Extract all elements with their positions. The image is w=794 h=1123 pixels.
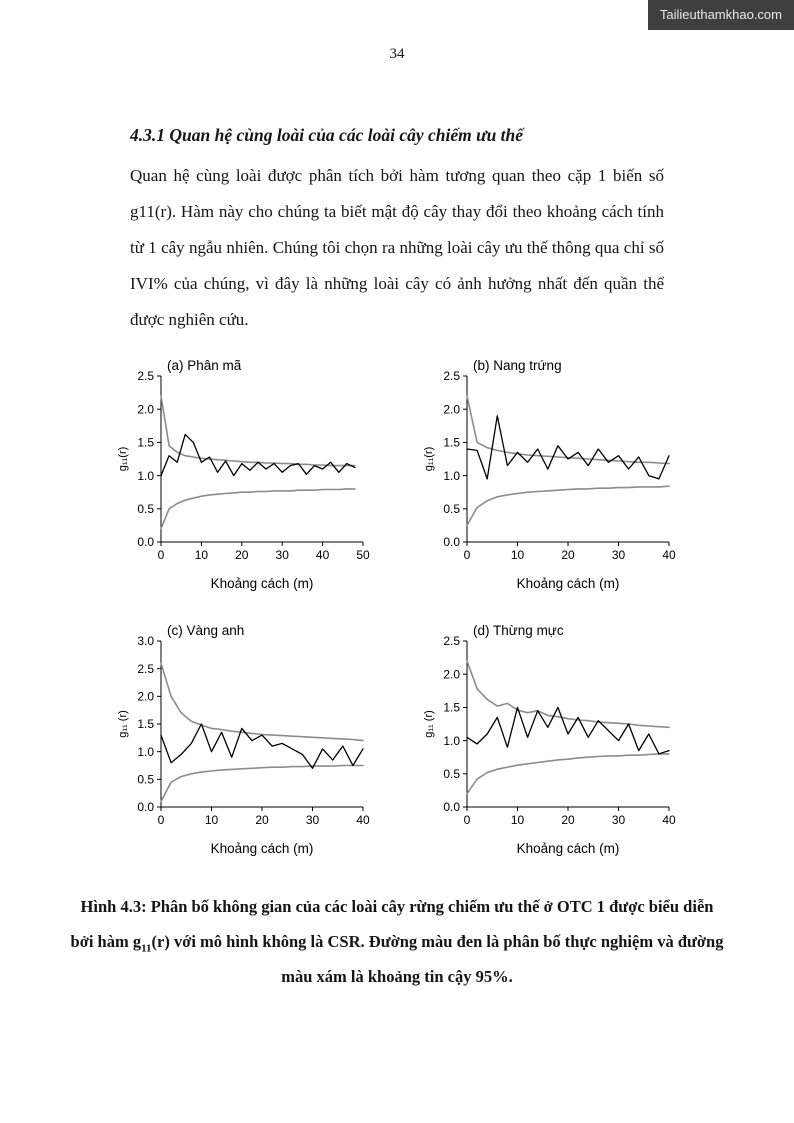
chart-panel-a bbox=[115, 358, 373, 599]
svg-text:1.5: 1.5 bbox=[137, 717, 154, 732]
svg-text:40: 40 bbox=[662, 813, 676, 828]
svg-text:40: 40 bbox=[315, 548, 330, 563]
svg-text:30: 30 bbox=[611, 813, 626, 828]
svg-text:(b) Nang trứng: (b) Nang trứng bbox=[473, 358, 562, 374]
svg-text:30: 30 bbox=[305, 813, 320, 828]
svg-text:30: 30 bbox=[611, 548, 626, 563]
svg-text:1.0: 1.0 bbox=[443, 468, 460, 483]
svg-text:0.0: 0.0 bbox=[443, 800, 460, 815]
svg-text:20: 20 bbox=[235, 548, 249, 563]
svg-text:0.0: 0.0 bbox=[137, 800, 154, 815]
chart-c-plot bbox=[115, 623, 373, 859]
svg-text:10: 10 bbox=[510, 813, 525, 828]
svg-text:20: 20 bbox=[255, 813, 269, 828]
svg-text:2.5: 2.5 bbox=[443, 369, 460, 384]
svg-text:Khoảng cách (m): Khoảng cách (m) bbox=[516, 576, 620, 592]
svg-text:1.5: 1.5 bbox=[137, 435, 154, 450]
svg-text:0.5: 0.5 bbox=[443, 767, 460, 782]
svg-text:0.0: 0.0 bbox=[137, 535, 154, 550]
svg-text:2.5: 2.5 bbox=[443, 634, 460, 649]
svg-text:1.5: 1.5 bbox=[443, 435, 460, 450]
svg-text:g₁₁(r): g₁₁(r) bbox=[423, 446, 435, 472]
svg-text:1.0: 1.0 bbox=[443, 733, 460, 748]
svg-text:10: 10 bbox=[194, 548, 209, 563]
page-content bbox=[130, 125, 664, 338]
svg-text:Khoảng cách (m): Khoảng cách (m) bbox=[210, 841, 314, 857]
svg-text:g₁₁(r): g₁₁(r) bbox=[117, 446, 129, 472]
svg-text:2.0: 2.0 bbox=[443, 667, 460, 682]
svg-text:0: 0 bbox=[463, 813, 471, 828]
svg-text:g₁₁ (r): g₁₁ (r) bbox=[117, 710, 129, 738]
svg-text:30: 30 bbox=[275, 548, 289, 563]
svg-text:1.5: 1.5 bbox=[443, 700, 460, 715]
svg-text:3.0: 3.0 bbox=[137, 634, 154, 649]
svg-text:20: 20 bbox=[561, 548, 575, 563]
figure-caption bbox=[70, 890, 724, 995]
svg-text:g₁₁ (r): g₁₁ (r) bbox=[423, 710, 435, 738]
chart-panel-d bbox=[421, 623, 679, 864]
caption-subscript: 11 bbox=[141, 942, 152, 955]
svg-text:0.5: 0.5 bbox=[443, 502, 460, 517]
svg-text:10: 10 bbox=[510, 548, 525, 563]
svg-text:1.0: 1.0 bbox=[137, 745, 154, 760]
watermark: Tailieuthamkhao.com bbox=[648, 0, 794, 30]
chart-b-plot bbox=[421, 358, 679, 594]
chart-a-plot bbox=[115, 358, 373, 594]
figure-grid bbox=[111, 358, 683, 864]
svg-text:2.0: 2.0 bbox=[137, 689, 154, 704]
svg-text:0.0: 0.0 bbox=[443, 535, 460, 550]
svg-text:(d) Thừng mực: (d) Thừng mực bbox=[473, 623, 564, 639]
svg-text:50: 50 bbox=[356, 548, 370, 563]
svg-text:0: 0 bbox=[157, 548, 165, 563]
svg-text:40: 40 bbox=[356, 813, 370, 828]
svg-text:2.5: 2.5 bbox=[137, 369, 154, 384]
svg-text:2.0: 2.0 bbox=[137, 402, 154, 417]
chart-panel-c bbox=[115, 623, 373, 864]
section-heading: 4.3.1 Quan hệ cùng loài của các loài cây chiếm ưu thế bbox=[130, 125, 524, 145]
caption-text-2: (r) với mô hình không là CSR. Đường màu đen là phân bố thực nghiệm và đường màu xám là khoảng tin cậy 95%. bbox=[151, 931, 724, 987]
svg-text:0.5: 0.5 bbox=[137, 502, 154, 517]
svg-text:2.0: 2.0 bbox=[443, 402, 460, 417]
caption-label: Hình 4.3 bbox=[80, 897, 142, 917]
page-number: 34 bbox=[389, 46, 405, 62]
svg-text:0: 0 bbox=[157, 813, 165, 828]
svg-text:(a) Phân mã: (a) Phân mã bbox=[167, 358, 242, 374]
svg-text:(c) Vàng anh: (c) Vàng anh bbox=[167, 623, 245, 639]
chart-d-plot bbox=[421, 623, 679, 859]
svg-text:40: 40 bbox=[662, 548, 676, 563]
svg-text:1.0: 1.0 bbox=[137, 468, 154, 483]
caption-text-1: : Phân bố không gian của các loài cây rừng chiếm ưu thế ở OTC 1 được biểu diễn bởi hàm g bbox=[70, 897, 714, 951]
svg-text:0: 0 bbox=[463, 548, 471, 563]
svg-text:2.5: 2.5 bbox=[137, 662, 154, 677]
chart-panel-b bbox=[421, 358, 679, 599]
svg-text:Khoảng cách (m): Khoảng cách (m) bbox=[516, 841, 620, 857]
svg-text:0.5: 0.5 bbox=[137, 772, 154, 787]
svg-text:10: 10 bbox=[204, 813, 219, 828]
body-paragraph: Quan hệ cùng loài được phân tích bởi hàm tương quan theo cặp 1 biến số g11(r). Hàm này cho chúng ta biết mật độ cây thay đổi theo khoảng cách tính từ 1 cây ngẫu nhiên. Chúng tôi chọn ra những loài cây ưu thế thông qua chỉ số IVI% của chúng, vì đây là những loài cây có ảnh hưởng nhất đến quần thể được nghiên cứu. bbox=[130, 166, 664, 330]
svg-text:20: 20 bbox=[561, 813, 575, 828]
svg-text:Khoảng cách (m): Khoảng cách (m) bbox=[210, 576, 314, 592]
